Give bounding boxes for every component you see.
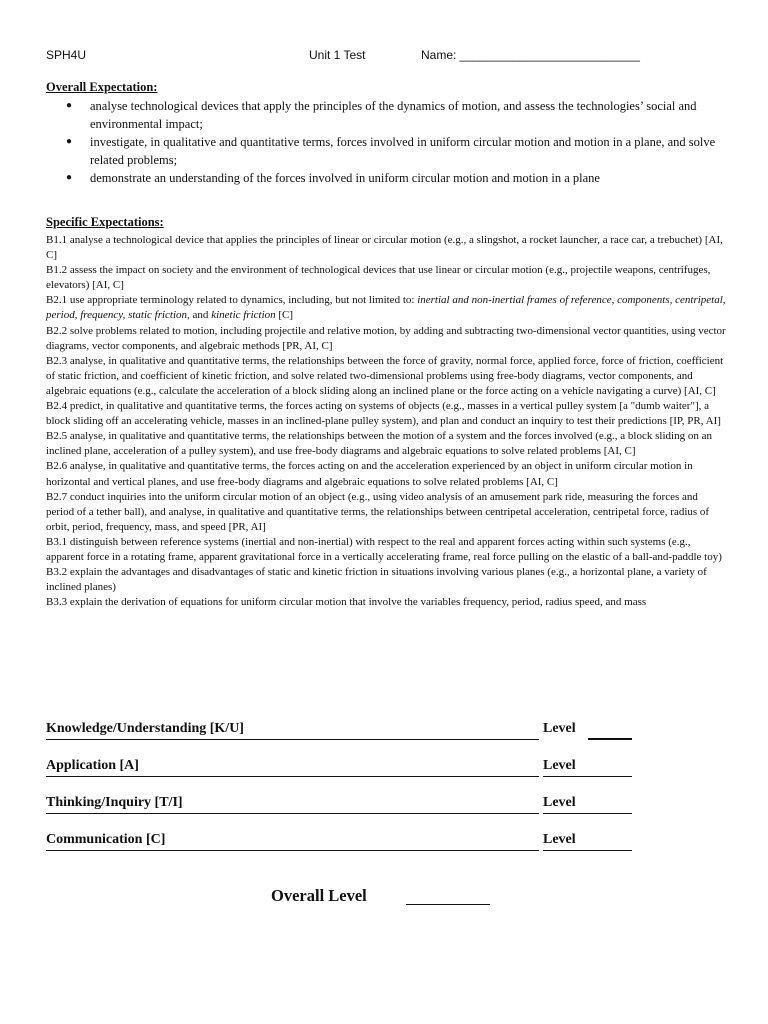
specific-expectations-list xyxy=(46,233,726,610)
expectation-b2-4: B2.4 predict, in qualitative and quantitative terms, the forces acting on systems of objects (e.g., masses in a vertical pulley system [a "dumb waiter"], a block sliding off an accelerating vehicle, masses in an inclined-plane pulley system), and plan and conduct an inquiry to test their predictions [IP, PR, AI] xyxy=(46,400,721,428)
level-category: Knowledge/Understanding [K/U] xyxy=(46,721,539,740)
expectation-b2-1 xyxy=(46,293,726,323)
page-header xyxy=(46,48,746,66)
list-item: ● investigate, in qualitative and quantitative terms, forces involved in uniform circular motion and motion in a plane, and solve related problems; xyxy=(46,133,736,169)
expectation-b2-1-last-term: kinetic friction xyxy=(211,309,276,322)
expectation-b2-1-and: and xyxy=(189,309,212,322)
achievement-levels xyxy=(46,721,636,869)
expectation-b2-1-prefix: B2.1 use appropriate terminology related to dynamics, including, but not limited to: xyxy=(46,294,418,307)
level-label: Level xyxy=(543,832,576,847)
overall-expectation-list xyxy=(46,97,736,187)
expectation-b3-1: B3.1 distinguish between reference systems (inertial and non-inertial) with respect to the real and apparent forces acting within such systems (e.g., apparent force in a rotating frame, apparent gravitational force in a vertically accelerating frame, real force pulling on the elastic of a ball-and-paddle toy) xyxy=(46,535,722,563)
expectation-b2-1-terms: inertial and non-inertial frames of reference, components, centripetal, period, frequency, static friction, xyxy=(46,294,726,322)
level-category: Communication [C] xyxy=(46,832,539,851)
level-row-communication xyxy=(46,832,636,869)
level-label: Level xyxy=(543,758,576,773)
level-blank[interactable] xyxy=(543,795,632,814)
level-blank[interactable] xyxy=(588,721,632,740)
level-category: Thinking/Inquiry [T/I] xyxy=(46,795,539,814)
expectation-b2-6: B2.6 analyse, in qualitative and quantitative terms, the forces acting on and the acceleration experienced by an object in uniform circular motion in horizontal and vertical planes, and use free-body diagrams and algebraic equations to solve related problems [AI, C] xyxy=(46,460,693,488)
expectation-b2-5: B2.5 analyse, in qualitative and quantitative terms, the relationships between the motion of a system and the forces involved (e.g., a block sliding on an inclined plane, acceleration of a pulley system), and use free-body diagrams and algebraic equations to solve related problems [AI, C] xyxy=(46,430,712,458)
overall-level-blank[interactable] xyxy=(406,904,490,905)
expectation-b2-2: B2.2 solve problems related to motion, including projectile and relative motion, by adding and subtracting two-dimensional vector quantities, using vector diagrams, vector components, and algebraic methods [PR, AI, C] xyxy=(46,324,726,352)
expectation-b2-1-suffix: [C] xyxy=(275,309,294,322)
level-row-application xyxy=(46,758,636,795)
list-item: ● demonstrate an understanding of the forces involved in uniform circular motion and motion in a plane xyxy=(46,169,736,187)
expectation-b3-3: B3.3 explain the derivation of equations for uniform circular motion that involve the variables frequency, period, radius speed, and mass xyxy=(46,596,647,609)
name-field: Name: ___________________________ xyxy=(421,48,640,62)
expectation-b3-2: B3.2 explain the advantages and disadvantages of static and kinetic friction in situations involving various planes (e.g., a horizontal plane, a variety of inclined planes) xyxy=(46,566,707,594)
course-code: SPH4U xyxy=(46,48,87,62)
overall-level-label: Overall Level xyxy=(271,886,367,905)
expectation-b2-3: B2.3 analyse, in qualitative and quantitative terms, the relationships between the force of gravity, normal force, applied force, force of friction, coefficient of static friction, and coefficient of kinetic friction, and solve related two-dimensional problems using free-body diagrams, vector components, and algebraic equations (e.g., calculate the acceleration of a block sliding along an inclined plane or the force acting on a vehicle navigating a curve) [AI, C] xyxy=(46,354,724,397)
list-item: ● analyse technological devices that apply the principles of the dynamics of motion, and assess the technologies’ social and environmental impact; xyxy=(46,97,736,133)
level-row-thinking xyxy=(46,795,636,832)
specific-expectations-heading: Specific Expectations: xyxy=(46,215,164,229)
level-label: Level xyxy=(543,795,576,810)
level-category: Application [A] xyxy=(46,758,539,777)
level-row-knowledge xyxy=(46,721,636,758)
overall-expectation-heading: Overall Expectation: xyxy=(46,80,158,94)
level-label: Level xyxy=(543,721,576,736)
level-blank[interactable] xyxy=(543,758,632,777)
expectation-b1-2: B1.2 assess the impact on society and the environment of technological devices that use linear or circular motion (e.g., projectile weapons, centrifuges, elevators) [AI, C] xyxy=(46,264,711,292)
level-blank[interactable] xyxy=(543,832,632,851)
expectation-b1-1: B1.1 analyse a technological device that applies the principles of linear or circular motion (e.g., a slingshot, a rocket launcher, a race car, a trebuchet) [AI, C] xyxy=(46,234,723,262)
expectation-b2-7: B2.7 conduct inquiries into the uniform circular motion of an object (e.g., using video analysis of an amusement park ride, measuring the forces and period of a tether ball), and analyse, in qualitative and quantitative terms, the relationships between centripetal acceleration, centripetal force, radius of orbit, period, frequency, mass, and speed [PR, AI] xyxy=(46,490,710,533)
test-title: Unit 1 Test xyxy=(309,48,366,62)
